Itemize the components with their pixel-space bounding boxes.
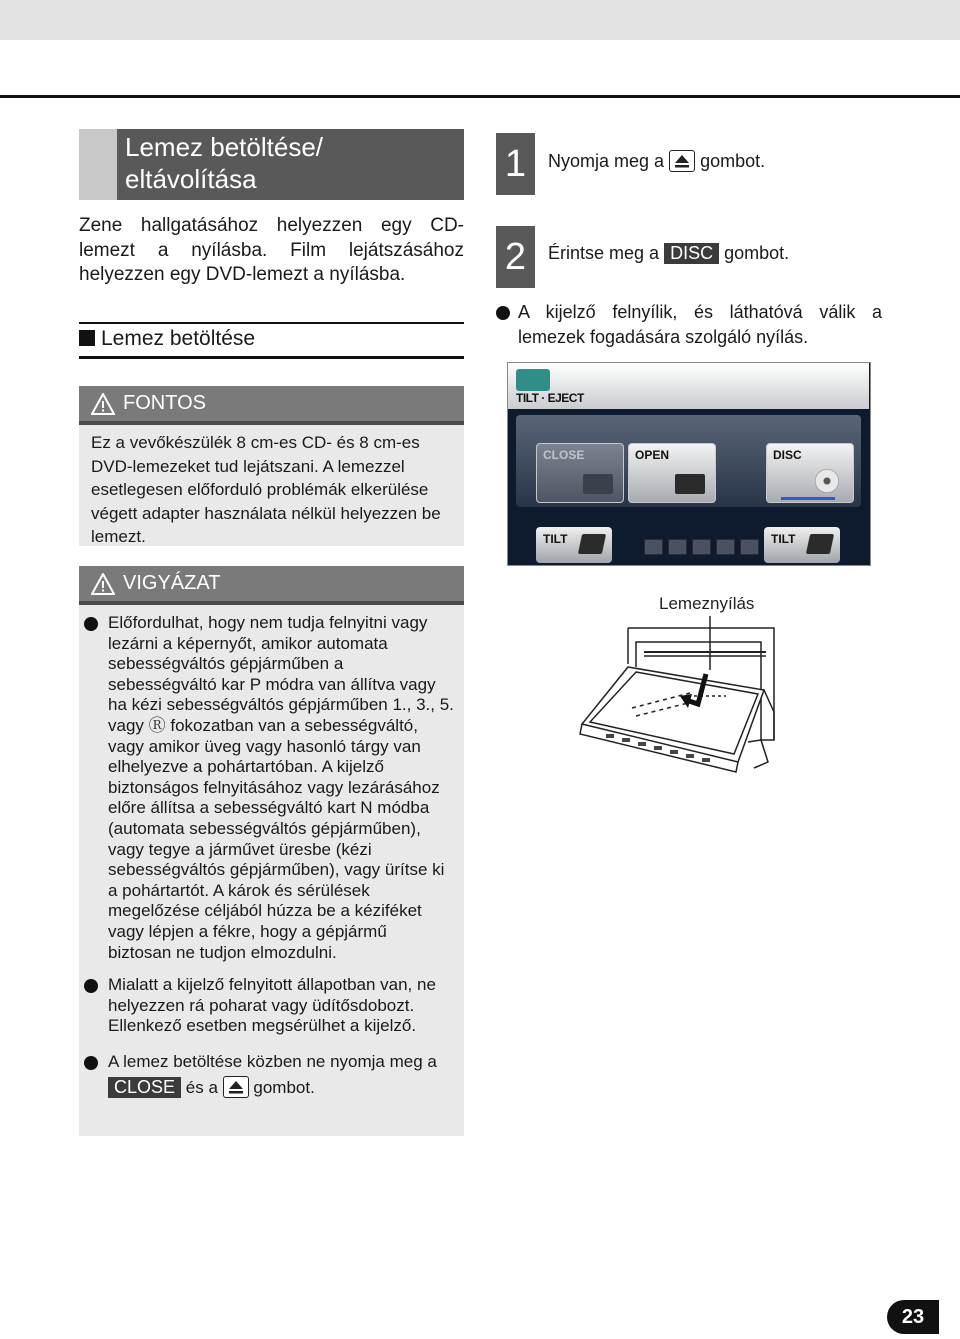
screen-close-button[interactable] [536,443,624,503]
warning-icon [91,393,115,415]
subheading [79,326,255,352]
screen-tilt-right-label: TILT [771,532,796,546]
caution-item-1-text: Előfordulhat, hogy nem tudja felnyitni vagy lezárni a képernyőt, amikor automata sebességváltós gépjárműben a sebességváltó kar P módra van állítva vagy ha kézi sebességváltós gépjárműben 1., 3., 5. vagy Ⓡ fokozatban van a sebességváltó, vagy amikor üveg vagy hasonló tárgy van elhelyezve a pohártartóban. A kijelző biztonságos felnyitásához vagy lezárásához előre állítsa a sebességváltó kart N módba (automata sebességváltós gépjárműben), vagy tegye a járművet üresbe (kézi sebességváltós gépjárműben), vagy ürítse ki a pohártartót. A károk és sérülések megelőzése céljából húzza be a kéziféket vagy lépjen a fékre, hogy a gépjármű biztosan ne tudjon elmozdulni. [108,613,454,962]
section-tab [79,129,117,200]
caution-item-3-post: gombot. [253,1077,315,1097]
step-1-number: 1 [496,133,535,195]
device-diagram [576,612,786,782]
eject-icon [669,150,695,172]
step-2-number: 2 [496,226,535,288]
screen-header [508,363,869,409]
eject-icon [223,1076,249,1098]
subheading-text: Lemez betöltése [101,327,256,350]
fontos-text: Ez a vevőkészülék 8 cm-es CD- és 8 cm-es DVD-lemezeket tud lejátszani. A lemezzel esetlegesen előforduló problémák elkerülése végett adapter használata nélkül helyezzen be lemezt. [91,433,441,546]
screen-tilt-right-button[interactable] [764,527,840,563]
tilt-eject-icon [516,369,550,391]
fontos-header [79,386,464,425]
screen-disc-label: DISC [773,448,802,462]
device-icon [578,534,606,554]
screen-open-button[interactable] [628,443,716,503]
step-2-pre: Érintse meg a [548,243,660,263]
caution-item-3-pre: A lemez betöltése közben ne nyomja meg a [108,1051,437,1071]
step-1-text [548,149,765,173]
disc-indicator [781,497,835,500]
disc-icon [815,469,839,493]
subheading-rule-top [79,322,464,324]
screen-close-label: CLOSE [543,448,585,462]
caution-item-1 [79,613,464,963]
caution-item-3-mid: és a [185,1077,218,1097]
top-rule [0,95,960,98]
bullet-icon [84,617,98,631]
device-icon [675,474,705,494]
step-result [496,300,882,350]
vigyazat-box [79,566,464,1136]
caution-item-2-text: Mialatt a kijelző felnyitott állapotban van, ne helyezzen rá poharat vagy üdítősdobozt. Ellenkező esetben megsérülhet a kijelző. [108,975,436,1036]
intro-paragraph: Zene hallgatásához helyezzen egy CD-lemezt a nyílásba. Film lejátszásához helyezzen egy DVD-lemezt a nyílásba. [79,215,464,285]
vigyazat-header [79,566,464,605]
step-1-post: gombot. [700,151,766,171]
caution-item-3 [79,1049,464,1101]
caution-item-2 [79,975,464,1037]
page-number: 23 [887,1300,939,1334]
screen-tilt-left-button[interactable] [536,527,612,563]
disc-slot-label: Lemeznyílás [659,594,755,613]
disc-key-label: DISC [664,243,719,264]
section-title: Lemez betöltése/ eltávolítása [125,132,324,194]
bullet-icon [84,1056,98,1070]
warning-icon [91,573,115,595]
screen-open-label: OPEN [635,448,670,462]
vigyazat-label: VIGYÁZAT [123,572,221,594]
fontos-label: FONTOS [123,392,206,414]
screen-tilt-left-label: TILT [543,532,568,546]
subheading-rule-bottom [79,356,464,359]
bullet-icon [84,979,98,993]
close-key-label: CLOSE [108,1077,181,1098]
bullet-icon [496,306,510,320]
square-bullet-icon [79,330,95,346]
step-1-pre: Nyomja meg a [548,151,665,171]
step-2-text [548,241,789,265]
device-icon [583,474,613,494]
section-heading [79,129,464,200]
step-result-text: A kijelző felnyílik, és láthatóvá válik a lemezek fogadására szolgáló nyílás. [518,302,882,347]
screen-disc-button[interactable] [766,443,854,503]
fontos-box [79,386,464,546]
screen-header-label: TILT · EJECT [516,391,584,405]
step-2-post: gombot. [724,243,790,263]
tilt-eject-screen [507,362,871,566]
top-band [0,0,960,40]
device-icon [806,534,834,554]
